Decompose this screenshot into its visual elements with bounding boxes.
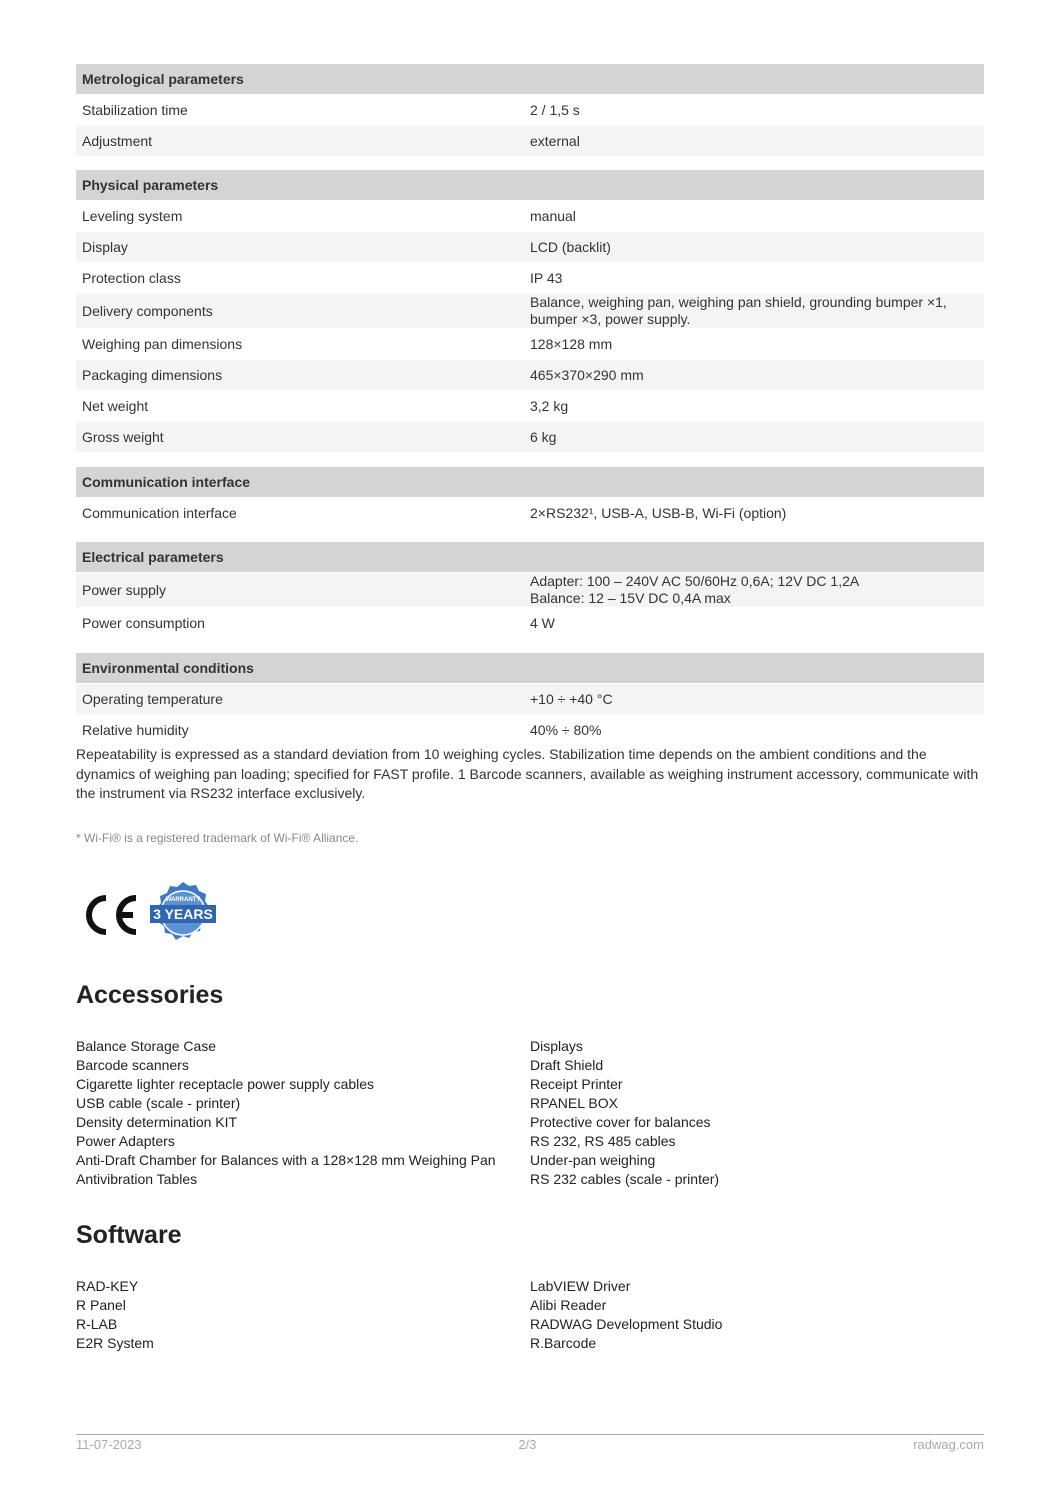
param-label: Net weight: [82, 398, 149, 414]
warranty-ring-text-top: WARRANTY: [165, 897, 201, 903]
software-list-left: [76, 1277, 154, 1353]
list-item[interactable]: RS 232 cables (scale - printer): [530, 1171, 720, 1187]
software-heading: Software: [76, 1221, 182, 1249]
list-item[interactable]: Cigarette lighter receptacle power supply cables: [76, 1076, 375, 1092]
section-header: [76, 467, 984, 498]
footer-page-number: 2/3: [518, 1437, 537, 1452]
param-value: [530, 133, 984, 150]
list-item[interactable]: LabVIEW Driver: [530, 1278, 631, 1294]
table-row: [76, 126, 984, 157]
param-value: [530, 505, 984, 522]
list-item[interactable]: Displays: [530, 1038, 583, 1054]
table-row: [76, 684, 984, 715]
param-value: [530, 398, 984, 415]
list-item[interactable]: Under-pan weighing: [530, 1152, 656, 1168]
param-value-text: manual: [530, 207, 576, 224]
param-value-text: 2 / 1,5 s: [530, 101, 580, 118]
param-label: Gross weight: [82, 429, 164, 445]
param-label: Power supply: [82, 582, 167, 598]
ce-and-warranty-logo: [76, 880, 221, 950]
param-label: Packaging dimensions: [82, 367, 223, 383]
table-row: [76, 95, 984, 126]
spec-table: [76, 64, 984, 157]
param-value-text: 4 W: [530, 614, 555, 631]
spec-table: [76, 542, 984, 639]
section-header: [76, 64, 984, 95]
param-label: Relative humidity: [82, 722, 189, 738]
param-value: [530, 208, 984, 225]
param-label: Adjustment: [82, 133, 153, 149]
trademark-note: * Wi-Fi® is a registered trademark of Wi-Fi® Alliance.: [76, 831, 359, 845]
list-item[interactable]: RAD-KEY: [76, 1278, 139, 1294]
param-value: [530, 239, 984, 256]
section-header: [76, 170, 984, 201]
param-label: Power consumption: [82, 615, 205, 631]
table-row: [76, 715, 984, 746]
section-title: Environmental conditions: [82, 660, 254, 676]
table-row: [76, 608, 984, 639]
list-item[interactable]: Density determination KIT: [76, 1114, 238, 1130]
table-row: [76, 263, 984, 294]
ce-c-mark: [89, 898, 106, 932]
param-value-text: 465×370×290 mm: [530, 366, 644, 383]
warranty-seal-icon: [150, 882, 216, 940]
param-value-text: 3,2 kg: [530, 397, 569, 414]
warranty-years-text: 3 YEARS: [153, 906, 213, 922]
list-item[interactable]: E2R System: [76, 1335, 154, 1351]
list-item[interactable]: Receipt Printer: [530, 1076, 623, 1092]
param-value-text-2: Balance: 12 – 15V DC 0,4A max: [530, 590, 731, 606]
list-item[interactable]: R Panel: [76, 1297, 126, 1313]
certification-badges: [76, 880, 221, 950]
section-header: [76, 542, 984, 573]
accessories-list-left: [76, 1037, 496, 1189]
param-value-text: external: [530, 132, 580, 149]
table-row: [76, 201, 984, 232]
param-value-text: 6 kg: [530, 428, 557, 445]
param-value-text: 2×RS232¹, USB-A, USB-B, Wi-Fi (option): [530, 504, 787, 521]
param-label: Leveling system: [82, 208, 183, 224]
list-item[interactable]: R-LAB: [76, 1316, 118, 1332]
section-title: Physical parameters: [82, 177, 219, 193]
param-value-text: Balance, weighing pan, weighing pan shield, grounding bumper ×1, bumper ×3, power supply.: [530, 294, 947, 327]
param-value: [530, 691, 984, 708]
table-row: [76, 391, 984, 422]
param-label: Weighing pan dimensions: [82, 336, 243, 352]
param-value-text: 40% ÷ 80%: [530, 721, 602, 738]
section-header: [76, 653, 984, 684]
spec-table: [76, 467, 984, 529]
param-value: [530, 429, 984, 446]
param-value-text: 128×128 mm: [530, 335, 613, 352]
param-label: Protection class: [82, 270, 181, 286]
section-title: Communication interface: [82, 474, 251, 490]
list-item[interactable]: Power Adapters: [76, 1133, 175, 1149]
table-row: [76, 232, 984, 263]
table-row: [76, 294, 984, 329]
table-row: [76, 329, 984, 360]
table-row: [76, 573, 984, 608]
list-item[interactable]: Balance Storage Case: [76, 1038, 217, 1054]
param-value: [530, 615, 984, 632]
list-item[interactable]: Draft Shield: [530, 1057, 604, 1073]
list-item[interactable]: Barcode scanners: [76, 1057, 189, 1073]
param-value: [530, 722, 984, 739]
accessories-list-right: [530, 1037, 719, 1189]
param-value-text: IP 43: [530, 269, 563, 286]
list-item[interactable]: Protective cover for balances: [530, 1114, 711, 1130]
param-value: [530, 270, 984, 287]
accessories-heading: Accessories: [76, 981, 224, 1009]
param-value: [530, 336, 984, 353]
list-item[interactable]: Antivibration Tables: [76, 1171, 198, 1187]
list-item[interactable]: RS 232, RS 485 cables: [530, 1133, 676, 1149]
spec-table: [76, 653, 984, 746]
param-value: [530, 294, 984, 328]
list-item[interactable]: R.Barcode: [530, 1335, 597, 1351]
footer-site[interactable]: radwag.com: [913, 1437, 984, 1452]
param-label: Communication interface: [82, 505, 237, 521]
ce-e-mark: [118, 898, 136, 932]
param-value-text: LCD (backlit): [530, 238, 611, 255]
section-title: Metrological parameters: [82, 71, 244, 87]
param-value: [530, 573, 984, 607]
table-row: [76, 422, 984, 453]
param-label: Stabilization time: [82, 102, 188, 118]
param-value-text: +10 ÷ +40 °C: [530, 690, 613, 707]
section-title: Electrical parameters: [82, 549, 224, 565]
footnote-paragraph: Repeatability is expressed as a standard deviation from 10 weighing cycles. Stabilization time depends on the ambient conditions and the dynamics of weighing pan loading; specified for FAST profile. 1 Barcode scanners, available as weighing instrument accessory, communicate with the instrument via RS232 interface exclusively.: [76, 746, 979, 801]
param-value: [530, 102, 984, 119]
param-label: Operating temperature: [82, 691, 223, 707]
param-label: Display: [82, 239, 128, 255]
footer-date: 11-07-2023: [76, 1437, 142, 1452]
list-item[interactable]: Alibi Reader: [530, 1297, 607, 1313]
list-item[interactable]: Anti-Draft Chamber for Balances with a 128×128 mm Weighing Pan: [76, 1152, 496, 1168]
table-row: [76, 498, 984, 529]
param-value: [530, 367, 984, 384]
param-label: Delivery components: [82, 303, 213, 319]
spec-table: [76, 170, 984, 453]
param-value-text: Adapter: 100 – 240V AC 50/60Hz 0,6A; 12V DC 1,2A: [530, 573, 860, 589]
list-item[interactable]: RPANEL BOX: [530, 1095, 618, 1111]
list-item[interactable]: RADWAG Development Studio: [530, 1316, 723, 1332]
table-row: [76, 360, 984, 391]
page-footer: [76, 1434, 984, 1452]
list-item[interactable]: USB cable (scale - printer): [76, 1095, 241, 1111]
software-list-right: [530, 1277, 722, 1353]
